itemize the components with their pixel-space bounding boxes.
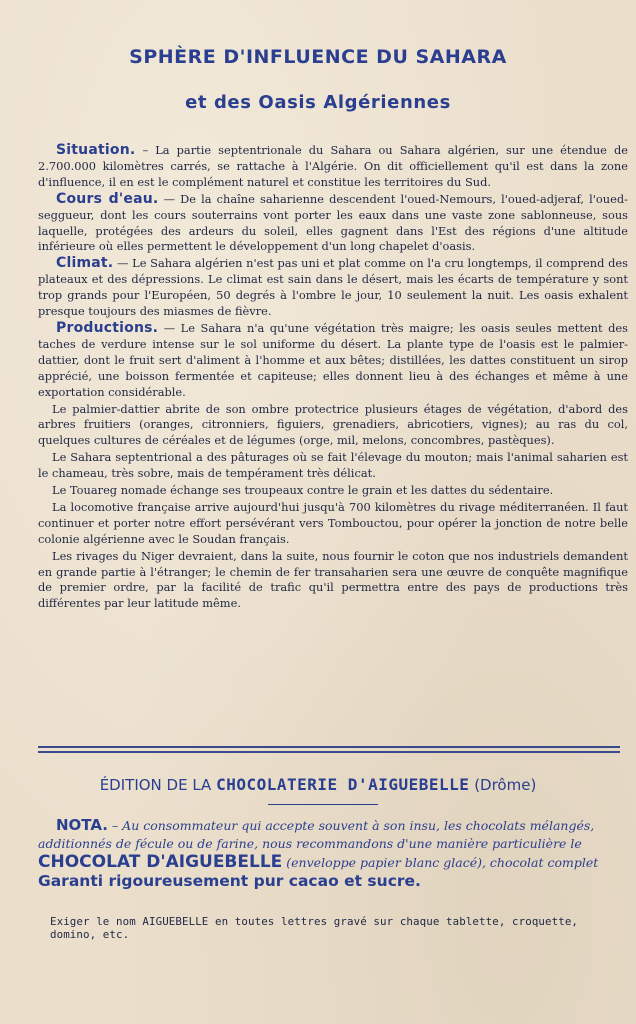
nota-block (38, 816, 626, 891)
nota-brand: CHOCOLAT D'AIGUEBELLE (38, 852, 283, 872)
nota-guarantee: Garanti rigoureusement pur cacao et sucre. (38, 872, 421, 890)
paragraph-paturages: Le Sahara septentrional a des pâturages où se fait l'élevage du mouton; mais l'animal saharien est le chameau, très sobre, mais de tempérament très délicat. (38, 450, 628, 481)
productions-paragraph (38, 321, 628, 401)
productions-text: — Le Sahara n'a qu'une végétation très maigre; les oasis seules mettent des taches de verdure intense sur le sol uniforme du désert. La plante type de l'oasis est le palmier-dattier, dont le fruit sert d'aliment à l'homme et aux bêtes; distillées, les dattes constituent un sirop apprécié, une boisson fermentée et capiteuse; elles donnent lieu à des échanges et même à une exportation considérable. (38, 320, 629, 399)
situation-text: – La partie septentrionale du Sahara ou Sahara algérien, sur une étendue de 2.700.000 kilomètres carrés, se rattache à l'Algérie. On dit officiellement qu'il est dans la zone d'influence, il en est le complément naturel et constitue les territoires du Sud. (38, 143, 628, 189)
body-text (38, 143, 628, 613)
paragraph-palmier: Le palmier-dattier abrite de son ombre protectrice plusieurs étages de végétation, d'abord des arbres fruitiers (oranges, citronniers, figuiers, grenadiers, abricotiers, vignes); au ras du col, quelques cultures de céréales et de légumes (orge, mil, melons, concombres, pastèques). (38, 401, 628, 448)
climat-heading: Climat. (56, 255, 114, 272)
edition-line (0, 775, 636, 794)
climat-text: — Le Sahara algérien n'est pas uni et plat comme on l'a cru longtemps, il comprend des plateaux et des dépressions. Le climat est sain dans le désert, mais les écarts de température y sont trop grands pour l'Européen, 50 degrés à l'ombre le jour, 10 seulement la nuit. Les oasis exhalent presque toujours des miasmes de fièvre. (38, 256, 628, 319)
cours-heading: Cours d'eau. (56, 190, 159, 207)
edition-suffix: (Drôme) (474, 776, 537, 794)
nota-text-2: (enveloppe papier blanc glacé), chocolat complet (286, 855, 599, 870)
situation-paragraph (38, 143, 628, 191)
nota-text-1: – Au consommateur qui accepte souvent à son insu, les chocolats mélangés, additionnés de fécule ou de farine, nous recommandons d'une manière particulière le (38, 818, 595, 851)
climat-paragraph (38, 256, 628, 320)
edition-brand: CHOCOLATERIE D'AIGUEBELLE (216, 775, 470, 794)
productions-heading: Productions. (56, 319, 159, 336)
edition-underline (268, 804, 378, 805)
cours-paragraph (38, 192, 628, 256)
footer-instruction: Exiger le nom AIGUEBELLE en toutes lettres gravé sur chaque tablette, croquette, domino, etc. (50, 915, 579, 941)
nota-label: NOTA. (56, 816, 108, 834)
situation-heading: Situation. (56, 142, 136, 158)
paragraph-niger: Les rivages du Niger devraient, dans la suite, nous fournir le coton que nos industriels demandent en grande partie à l'étranger; le chemin de fer transaharien sera une œuvre de conquête magnifique de premier ordre, par la facilité de trafic qu'il permettra entre des pays de productions très différentes par leur latitude même. (38, 548, 628, 611)
cours-text: — De la chaîne saharienne descendent l'oued-Nemours, l'oued-adjeraf, l'oued-seggueur, dont les cours souterrains vont porter les eaux dans une vaste zone sablonneuse, sous laquelle, protégées des ardeurs du soleil, elles gagnent dans l'Est des régions d'une altitude inférieure où elles permettent le développement d'un long chapelet d'oasis. (38, 191, 628, 254)
subtitle: et des Oasis Algériennes (185, 92, 451, 113)
edition-prefix: ÉDITION DE LA (99, 776, 212, 794)
main-title: SPHÈRE D'INFLUENCE DU SAHARA (129, 46, 507, 68)
double-rule-divider (38, 746, 620, 753)
paragraph-touareg: Le Touareg nomade échange ses troupeaux contre le grain et les dattes du sédentaire. (52, 483, 554, 498)
paragraph-locomotive: La locomotive française arrive aujourd'hui jusqu'à 700 kilomètres du rivage méditerranéen. Il faut continuer et porter notre effort persévérant vers Tombouctou, pour opérer la jonction de notre belle colonie algérienne avec le Soudan français. (38, 499, 628, 546)
